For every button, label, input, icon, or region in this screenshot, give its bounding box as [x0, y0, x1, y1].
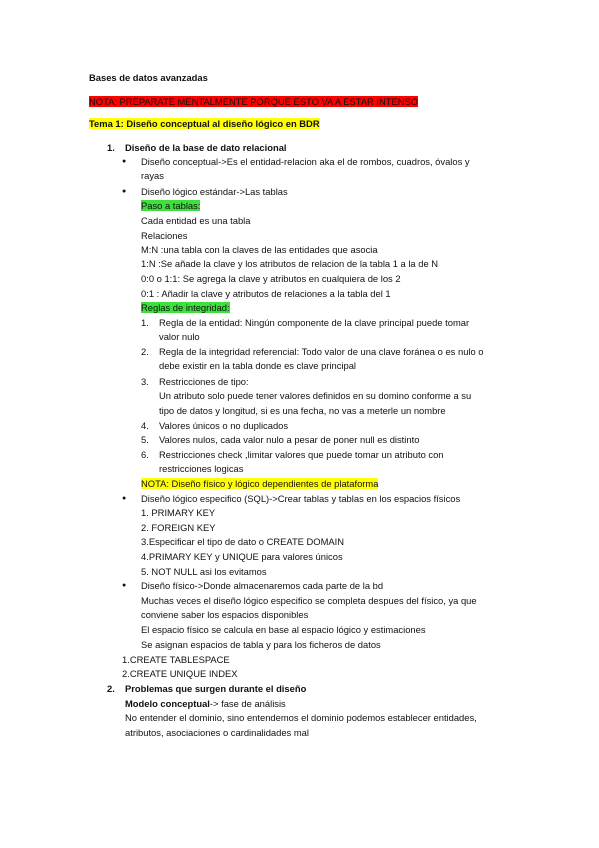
sql-item: 2. FOREIGN KEY: [141, 522, 216, 533]
modelo-line: [125, 698, 286, 710]
reglas-integridad-label: Reglas de integridad:: [141, 302, 230, 313]
rule-text: Restricciones check ,limitar valores que puede tomar un atributo con: [159, 449, 444, 460]
rule-text: Un atributo solo puede tener valores definidos en su domino conforme a su: [159, 390, 472, 401]
section-2-number: 2.: [107, 683, 115, 694]
paso-item: 0:0 o 1:1: Se agrega la clave y atributos en cualquiera de los 2: [141, 273, 401, 284]
paso-item: 1:N :Se añade la clave y los atributos de relacion de la tabla 1 a la de N: [141, 258, 439, 269]
bullet-icon: ●: [122, 495, 127, 502]
sql-item: 5. NOT NULL asi los evitamos: [141, 566, 267, 577]
bullet-icon: ●: [122, 158, 127, 165]
platform-note: NOTA: Diseño físico y lógico dependientes de plataforma: [141, 478, 379, 489]
sql-item: 1. PRIMARY KEY: [141, 507, 216, 518]
sql-item: 3.Especificar el tipo de dato o CREATE DOMAIN: [141, 536, 345, 547]
topic-line: [89, 118, 320, 130]
section-1-heading: Diseño de la base de dato relacional: [125, 142, 287, 153]
rule-text: valor nulo: [159, 331, 200, 342]
rule-number: 1.: [141, 317, 149, 328]
modelo-conceptual-rest: -> fase de análisis: [209, 698, 286, 709]
rule-number: 5.: [141, 434, 149, 445]
fisico-item: Muchas veces el diseño lógico especifico se completa despues del físico, ya que: [141, 595, 477, 606]
topic-heading: Tema 1: Diseño conceptual al diseño lógico en BDR: [89, 118, 320, 129]
fisico-item: Se asignan espacios de tabla y para los ficheros de datos: [141, 639, 381, 650]
bullet-icon: ●: [122, 582, 127, 589]
section-2-text: No entender el dominio, sino entendemos el dominio podemos establecer entidades,: [125, 712, 477, 723]
rule-text: Regla de la integridad referencial: Todo valor de una clave foránea o es nulo o: [159, 346, 484, 357]
rule-text: Regla de la entidad: Ningún componente de la clave principal puede tomar: [159, 317, 470, 328]
section-1-number: 1.: [107, 142, 115, 153]
modelo-conceptual-label: Modelo conceptual: [125, 698, 210, 709]
rule-text: restricciones logicas: [159, 463, 244, 474]
rule-text: Valores nulos, cada valor nulo a pesar de poner null es distinto: [159, 434, 420, 445]
rule-text: Restricciones de tipo:: [159, 376, 249, 387]
rule-text: debe existir en la tabla donde es clave principal: [159, 360, 356, 371]
bullet-fisico: Diseño físico->Donde almacenaremos cada parte de la bd: [141, 580, 384, 591]
paso-item: 0:1 : Añadir la clave y atributos de relaciones a la tabla del 1: [141, 288, 391, 299]
paso-item: M:N :una tabla con la claves de las entidades que asocia: [141, 244, 378, 255]
reglas-line: [141, 302, 230, 314]
bullet-conceptual-line-2: rayas: [141, 170, 164, 181]
create-item: 1.CREATE TABLESPACE: [122, 654, 230, 665]
intense-note: NOTA: PREPARATE MENTALMENTE PORQUE ESTO VA A ESTAR INTENSO: [89, 96, 419, 107]
section-2-heading: Problemas que surgen durante el diseño: [125, 683, 307, 694]
paso-a-tablas-label: Paso a tablas:: [141, 200, 201, 211]
paso-line: [141, 200, 200, 212]
bullet-conceptual-line-1: Diseño conceptual->Es el entidad-relacion aka el de rombos, cuadros, óvalos y: [141, 156, 470, 167]
paso-item: Relaciones: [141, 230, 188, 241]
rule-number: 3.: [141, 376, 149, 387]
bullet-logico-estandar: Diseño lógico estándar->Las tablas: [141, 186, 288, 197]
bullet-icon: ●: [122, 188, 127, 195]
bullet-logico-especifico: Diseño lógico especifico (SQL)->Crear tablas y tablas en los espacios físicos: [141, 493, 461, 504]
fisico-item: conviene saber los espacios disponibles: [141, 609, 309, 620]
document-title: Bases de datos avanzadas: [89, 72, 208, 83]
sql-item: 4.PRIMARY KEY y UNIQUE para valores únicos: [141, 551, 343, 562]
rule-number: 6.: [141, 449, 149, 460]
note-line: [89, 96, 418, 108]
rule-text: Valores únicos o no duplicados: [159, 420, 289, 431]
paso-item: Cada entidad es una tabla: [141, 215, 251, 226]
section-2-text: atributos, asociaciones o cardinalidades mal: [125, 727, 309, 738]
rule-number: 2.: [141, 346, 149, 357]
rule-text: tipo de datos y longitud, si es una fecha, no vas a meterle un nombre: [159, 405, 446, 416]
create-item: 2.CREATE UNIQUE INDEX: [122, 668, 238, 679]
fisico-item: El espacio físico se calcula en base al espacio lógico y estimaciones: [141, 624, 426, 635]
rule-number: 4.: [141, 420, 149, 431]
nota2-line: [141, 478, 378, 490]
